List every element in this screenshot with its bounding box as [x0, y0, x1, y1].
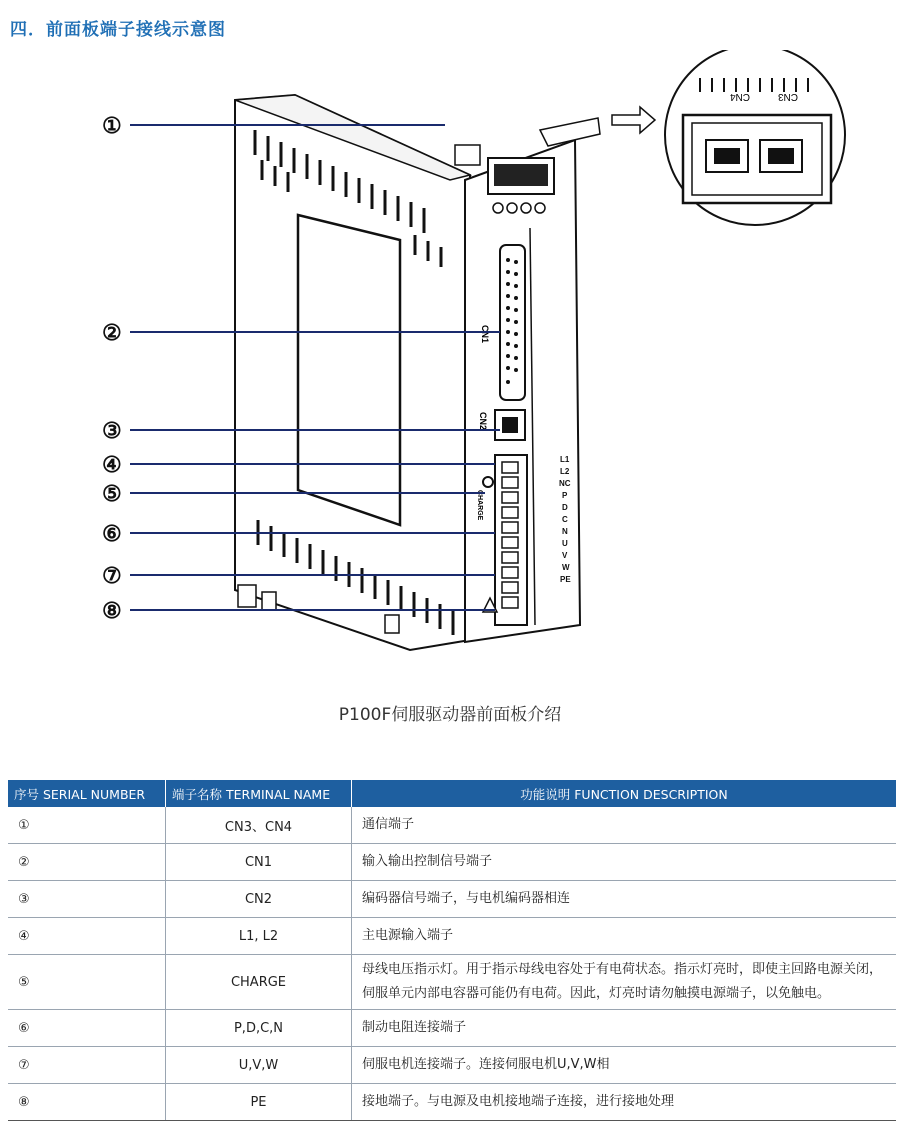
serial-cell: ④: [8, 918, 166, 955]
terminal-label: C: [562, 515, 568, 524]
terminal-name-cell: CN2: [166, 881, 352, 918]
header-terminal-name: 端子名称 TERMINAL NAME: [166, 780, 352, 807]
description-cell: 通信端子: [352, 807, 897, 844]
charge-label: CHARGE: [476, 490, 483, 521]
terminal-label: U: [562, 539, 568, 548]
drive-foot: [385, 615, 399, 633]
serial-cell: ③: [8, 881, 166, 918]
description-cell: 主电源输入端子: [352, 918, 897, 955]
terminal-label: P: [562, 491, 568, 500]
header-serial-number: 序号 SERIAL NUMBER: [8, 780, 166, 807]
cn1-connector: [500, 245, 525, 400]
serial-cell: ①: [8, 807, 166, 844]
callout-number: ⑤: [102, 481, 122, 506]
table-row: [8, 1084, 896, 1121]
table-row: [8, 807, 896, 844]
description-cell: 制动电阻连接端子: [352, 1010, 897, 1047]
description-cell: 伺服电机连接端子。连接伺服电机U,V,W相: [352, 1047, 897, 1084]
terminal-label: L2: [560, 467, 570, 476]
description-cell: 接地端子。与电源及电机接地端子连接，进行接地处理: [352, 1084, 897, 1121]
callout-number: ⑥: [102, 521, 122, 546]
callout-number: ③: [102, 418, 122, 443]
cn1-label: CN1: [480, 325, 490, 344]
terminal-name-cell: CN1: [166, 844, 352, 881]
mounting-bracket-tab: [455, 145, 480, 165]
callout-number: ⑧: [102, 598, 122, 623]
description-cell: 母线电压指示灯。用于指示母线电容处于有电荷状态。指示灯亮时，即使主回路电源关闭，伺服单元内部电容器可能仍有电荷。因此，灯亮时请勿触摸电源端子，以免触电。: [352, 955, 897, 1010]
terminal-name-cell: PE: [166, 1084, 352, 1121]
terminal-label: L1: [560, 455, 570, 464]
serial-cell: ②: [8, 844, 166, 881]
cn3-zoom-label: CN3: [777, 91, 799, 102]
table-row: [8, 1010, 896, 1047]
cn2-label: CN2: [478, 412, 488, 431]
power-terminal-block: [495, 455, 527, 625]
table-row: [8, 955, 896, 1010]
table-row: [8, 844, 896, 881]
header-function-description: 功能说明 FUNCTION DESCRIPTION: [352, 780, 897, 807]
zoom-arrow: [612, 107, 655, 133]
drive-front-panel-diagram: [0, 50, 900, 670]
serial-cell: ⑤: [8, 955, 166, 1010]
terminal-label: NC: [559, 479, 571, 488]
terminal-spec-table: [8, 780, 896, 1121]
callout-number: ①: [102, 113, 122, 138]
charge-indicator: [483, 477, 493, 487]
description-cell: 输入输出控制信号端子: [352, 844, 897, 881]
table-row: [8, 881, 896, 918]
side-window: [298, 215, 400, 525]
terminal-name-cell: CN3、CN4: [166, 807, 352, 844]
table-row: [8, 1047, 896, 1084]
terminal-name-cell: L1, L2: [166, 918, 352, 955]
table-header-row: [8, 780, 896, 807]
drive-foot: [262, 592, 276, 610]
figure-caption: P100F伺服驱动器前面板介绍: [338, 705, 562, 725]
terminal-name-cell: CHARGE: [166, 955, 352, 1010]
callout-number: ⑦: [102, 563, 122, 588]
cn4-zoom-label: CN4: [729, 91, 751, 102]
table-row: [8, 918, 896, 955]
callout-number: ④: [102, 452, 122, 477]
led-digits: [494, 164, 548, 186]
description-cell: 编码器信号端子，与电机编码器相连: [352, 881, 897, 918]
terminal-label: D: [562, 503, 568, 512]
terminal-name-cell: U,V,W: [166, 1047, 352, 1084]
callout-numbers: [102, 113, 122, 623]
drive-foot: [238, 585, 256, 607]
serial-cell: ⑥: [8, 1010, 166, 1047]
terminal-label: W: [562, 563, 570, 572]
terminal-label: V: [562, 551, 568, 560]
serial-cell: ⑦: [8, 1047, 166, 1084]
serial-cell: ⑧: [8, 1084, 166, 1121]
terminal-label: N: [562, 527, 568, 536]
terminal-name-cell: P,D,C,N: [166, 1010, 352, 1047]
callout-number: ②: [102, 320, 122, 345]
terminal-label: PE: [560, 575, 571, 584]
section-title: 四．前面板端子接线示意图: [10, 20, 226, 40]
